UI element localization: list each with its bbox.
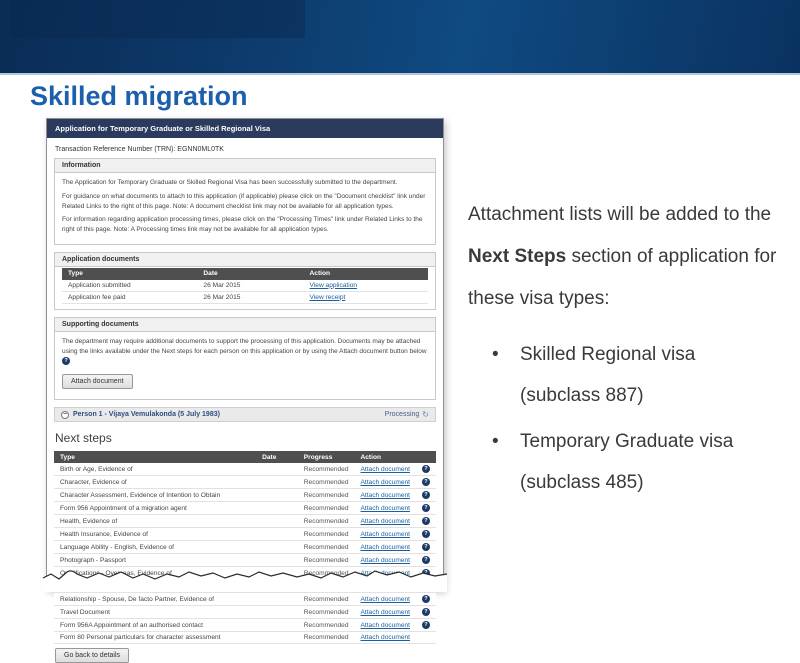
person-label: Person 1 - Vijaya Vemulakonda (5 July 1983) (73, 411, 220, 418)
column-header-help (416, 451, 436, 463)
step-action-cell (355, 593, 416, 606)
step-help-cell (416, 632, 436, 644)
table-row (54, 632, 436, 644)
next-steps-heading: Next steps (55, 431, 112, 445)
step-date-cell (256, 541, 298, 554)
step-help-cell (416, 593, 436, 606)
information-paragraph: For guidance on what documents to attach to this application (if applicable) please click on the "Document checklist" link under Related Links to the right of this page. Note: A document checklist link may not be available for all application types. (62, 192, 426, 210)
step-action-cell (355, 632, 416, 644)
supporting-documents-title: Supporting documents (55, 318, 435, 332)
help-icon[interactable]: ? (422, 569, 430, 577)
attach-document-link[interactable]: Attach document (360, 621, 410, 629)
help-icon[interactable]: ? (422, 543, 430, 551)
help-icon[interactable]: ? (422, 608, 430, 616)
step-action-cell (355, 541, 416, 554)
step-progress-cell: Recommended (298, 554, 355, 567)
person-accordion-bar[interactable] (54, 407, 436, 422)
attach-document-link[interactable]: Attach document (360, 491, 410, 499)
step-type-cell: Language Ability - English, Evidence of (54, 541, 256, 554)
step-help-cell (416, 476, 436, 489)
step-type-cell: Health Insurance, Evidence of (54, 528, 256, 541)
table-row (54, 502, 436, 515)
help-icon[interactable]: ? (422, 504, 430, 512)
application-title-bar: Application for Temporary Graduate or Skilled Regional Visa (47, 119, 443, 138)
attach-document-link[interactable]: Attach document (360, 465, 410, 473)
step-type-cell: Qualifications - Overseas, Evidence of (54, 567, 256, 580)
view-application-link[interactable]: View application (309, 281, 358, 289)
step-action-cell (355, 619, 416, 632)
processing-status: Processing (384, 411, 420, 418)
information-section (54, 158, 436, 245)
step-date-cell (256, 489, 298, 502)
table-row (54, 606, 436, 619)
step-progress-cell: Recommended (298, 541, 355, 554)
step-progress-cell: Recommended (298, 463, 355, 476)
help-icon[interactable]: ? (422, 556, 430, 564)
collapse-toggle-icon[interactable]: − (62, 410, 68, 418)
step-help-cell (416, 463, 436, 476)
step-action-cell (355, 515, 416, 528)
step-type-cell: Travel Document (54, 606, 256, 619)
step-action-cell (355, 606, 416, 619)
step-progress-cell: Recommended (298, 515, 355, 528)
step-progress-cell: Recommended (298, 632, 355, 644)
attach-document-link[interactable]: Attach document (360, 504, 410, 512)
table-row (62, 280, 428, 292)
table-row (54, 515, 436, 528)
slide-header-accent-block (10, 0, 305, 38)
table-row (54, 541, 436, 554)
step-date-cell (256, 476, 298, 489)
step-type-cell: Photograph - Passport (54, 554, 256, 567)
supporting-documents-section (54, 317, 436, 400)
table-row (54, 489, 436, 502)
help-icon[interactable]: ? (422, 491, 430, 499)
torn-edge-decoration (45, 562, 447, 592)
table-row (54, 463, 436, 476)
slide-title: Skilled migration (30, 81, 248, 111)
help-icon[interactable]: ? (422, 621, 430, 629)
step-type-cell: Relationship - Spouse, De facto Partner, Evidence of (54, 593, 256, 606)
attach-document-link[interactable]: Attach document (360, 595, 410, 603)
visa-type-bullet: • Temporary Graduate visa (subclass 485) (468, 422, 778, 504)
document-action-cell (304, 280, 428, 292)
step-date-cell (256, 593, 298, 606)
table-row (62, 291, 428, 303)
column-header-type: Type (54, 451, 256, 463)
step-help-cell (416, 489, 436, 502)
view-receipt-link[interactable]: View receipt (309, 293, 346, 301)
attach-document-link[interactable]: Attach document (360, 543, 410, 551)
step-help-cell (416, 541, 436, 554)
step-action-cell (355, 463, 416, 476)
help-icon[interactable]: ? (422, 478, 430, 486)
attach-document-link[interactable]: Attach document (360, 478, 410, 486)
application-screenshot-window (46, 118, 444, 659)
help-icon[interactable]: ? (422, 465, 430, 473)
step-progress-cell: Recommended (298, 593, 355, 606)
attach-document-link[interactable]: Attach document (360, 569, 410, 577)
help-icon[interactable]: ? (422, 530, 430, 538)
column-header-progress: Progress (298, 451, 355, 463)
step-action-cell (355, 528, 416, 541)
attach-document-button[interactable]: Attach document (62, 374, 133, 389)
step-type-cell: Character, Evidence of (54, 476, 256, 489)
visa-type-bullet: • Skilled Regional visa (subclass 887) (468, 335, 778, 417)
step-date-cell (256, 619, 298, 632)
table-row (54, 528, 436, 541)
step-action-cell (355, 502, 416, 515)
visa-type-list (468, 335, 800, 503)
transaction-reference-number: Transaction Reference Number (TRN): EGNN0ML0TK (55, 146, 224, 153)
application-documents-table (62, 268, 428, 304)
step-help-cell (416, 619, 436, 632)
table-row (54, 476, 436, 489)
column-header-date: Date (197, 268, 303, 280)
document-date-cell: 26 Mar 2015 (197, 280, 303, 292)
step-action-cell (355, 476, 416, 489)
next-steps-bold: Next Steps (468, 245, 567, 267)
step-help-cell (416, 502, 436, 515)
help-icon[interactable]: ? (422, 517, 430, 525)
column-header-action: Action (304, 268, 428, 280)
column-header-type: Type (62, 268, 197, 280)
application-documents-section (54, 252, 436, 310)
step-date-cell (256, 502, 298, 515)
help-icon[interactable]: ? (62, 357, 70, 365)
application-documents-title: Application documents (55, 253, 435, 267)
slide-body-text (468, 194, 800, 509)
step-progress-cell: Recommended (298, 606, 355, 619)
information-paragraph: For information regarding application processing times, please click on the "Processing Times" link under Related Links to the right of this page. Note: A Processing times link may not be available for all application types. (62, 216, 423, 233)
column-header-action: Action (355, 451, 416, 463)
step-date-cell (256, 632, 298, 644)
step-type-cell: Form 956 Appointment of a migration agent (54, 502, 256, 515)
attach-document-link[interactable]: Attach document (360, 517, 410, 525)
step-action-cell (355, 489, 416, 502)
step-progress-cell: Recommended (298, 476, 355, 489)
step-progress-cell: Recommended (298, 567, 355, 580)
attach-document-link[interactable]: Attach document (360, 608, 410, 616)
information-paragraph: The Application for Temporary Graduate or Skilled Regional Visa has been successfully submitted to the department. (62, 179, 398, 186)
next-steps-table (54, 451, 436, 644)
information-section-title: Information (55, 159, 435, 173)
step-help-cell (416, 515, 436, 528)
help-icon[interactable]: ? (422, 595, 430, 603)
step-type-cell: Character Assessment, Evidence of Intention to Obtain (54, 489, 256, 502)
step-date-cell (256, 606, 298, 619)
document-action-cell (304, 291, 428, 303)
attach-document-link[interactable]: Attach document (360, 530, 410, 538)
step-date-cell (256, 515, 298, 528)
information-section-body (55, 173, 435, 244)
column-header-date: Date (256, 451, 298, 463)
step-type-cell: Health, Evidence of (54, 515, 256, 528)
supporting-documents-text: The department may require additional documents to support the processing of this application. Documents may be attached using the links available under the Next steps for each person on this application or by using the Attach document button below ? (62, 337, 427, 365)
document-date-cell: 26 Mar 2015 (197, 291, 303, 303)
attach-document-link[interactable]: Attach document (360, 634, 410, 641)
slide-header-band (0, 0, 800, 75)
step-date-cell (256, 463, 298, 476)
step-help-cell (416, 528, 436, 541)
table-row (54, 593, 436, 606)
step-type-cell: Birth or Age, Evidence of (54, 463, 256, 476)
step-help-cell (416, 606, 436, 619)
step-progress-cell: Recommended (298, 502, 355, 515)
step-progress-cell: Recommended (298, 619, 355, 632)
document-type-cell: Application submitted (62, 280, 197, 292)
document-type-cell: Application fee paid (62, 291, 197, 303)
attach-document-link[interactable]: Attach document (360, 556, 410, 564)
table-row (54, 619, 436, 632)
processing-spinner-icon: ↻ (422, 410, 429, 419)
step-progress-cell: Recommended (298, 489, 355, 502)
step-type-cell: Form 956A Appointment of an authorised contact (54, 619, 256, 632)
intro-paragraph: Attachment lists will be added to the Next Steps section of application for these visa types: (468, 204, 777, 309)
step-type-cell: Form 80 Personal particulars for character assessment (54, 632, 256, 644)
step-progress-cell: Recommended (298, 528, 355, 541)
step-date-cell (256, 528, 298, 541)
page-footer-button[interactable]: Go back to details (55, 648, 129, 663)
